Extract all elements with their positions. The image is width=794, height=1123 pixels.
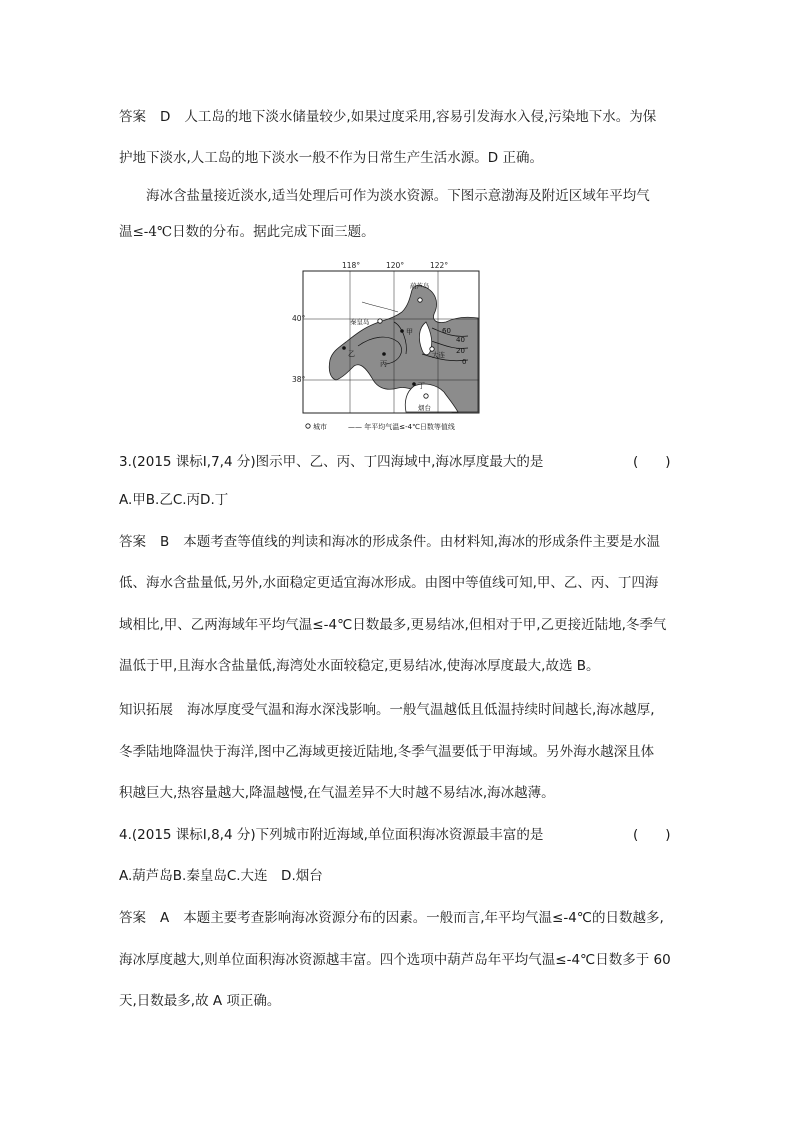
- q4-answer-line3: 天,日数最多,故 A 项正确。: [119, 993, 281, 1009]
- bohai-map-figure: [292, 261, 492, 436]
- knowledge-ext-line2: 冬季陆地降温快于海洋,图中乙海域更接近陆地,冬季气温要低于甲海域。另外海水越深且体: [119, 744, 655, 760]
- answer-text: 本题考查等值线的判读和海冰的形成条件。由材料知,海冰的形成条件主要是水温: [183, 534, 661, 550]
- q3-answer-line4: 温低于甲,且海水含盐量低,海湾处水面较稳定,更易结冰,使海冰厚度最大,故选 B。: [119, 658, 600, 674]
- area-dot: [400, 329, 404, 333]
- legend-line-label: —— 年平均气温≤-4℃日数等值线: [348, 423, 455, 431]
- isoline-value: 60: [442, 327, 451, 335]
- answer-choice: B: [160, 534, 170, 550]
- q3-answer-line1: [119, 532, 660, 552]
- q4-answer-line1: [119, 908, 664, 928]
- intro-line2: 温≤-4℃日数的分布。据此完成下面三题。: [119, 224, 375, 240]
- city-label-qinhuangdao: 秦皇岛: [350, 318, 370, 326]
- city-label-yantai: 烟台: [418, 404, 431, 412]
- q3-options: A.甲B.乙C.丙D.丁: [119, 492, 229, 508]
- area-dot: [382, 352, 386, 356]
- answer-label: 答案: [119, 910, 146, 926]
- answer-text: 人工岛的地下淡水储量较少,如果过度采用,容易引发海水入侵,污染地下水。为保: [184, 109, 657, 125]
- city-marker: [424, 394, 428, 398]
- legend-city-label: 城市: [313, 423, 327, 431]
- q4-answer-blank: ( ): [633, 827, 671, 843]
- area-label-yi: 乙: [348, 350, 355, 358]
- q2-answer-line1: [119, 107, 656, 127]
- q3-answer-line2: 低、海水含盐量低,另外,水面稳定更适宜海冰形成。由图中等值线可知,甲、乙、丙、丁四海: [119, 575, 659, 591]
- area-dot: [342, 346, 346, 350]
- answer-choice: D: [160, 109, 171, 125]
- legend-city-icon: [306, 424, 310, 428]
- q3-answer-line3: 域相比,甲、乙两海域年平均气温≤-4℃日数最多,更易结冰,但相对于甲,乙更接近陆地,冬季气: [119, 617, 667, 633]
- lat-label: 40°: [292, 314, 306, 323]
- q3-answer-blank: ( ): [633, 454, 671, 470]
- q2-answer-line2: 护地下淡水,人工岛的地下淡水一般不作为日常生产生活水源。D 正确。: [119, 150, 543, 166]
- city-label-dalian: 大连: [432, 351, 445, 359]
- lon-label: 118°: [342, 261, 361, 270]
- answer-choice: A: [160, 910, 170, 926]
- lon-label: 120°: [386, 261, 405, 270]
- answer-text: 本题主要考查影响海冰资源分布的因素。一般而言,年平均气温≤-4℃的日数越多,: [183, 910, 664, 926]
- q4-stem: 4.(2015 课标Ⅰ,8,4 分)下列城市附近海域,单位面积海冰资源最丰富的是: [119, 827, 544, 843]
- q4-options: A.葫芦岛B.秦皇岛C.大连 D.烟台: [119, 868, 323, 884]
- knowledge-ext-line1: [119, 700, 655, 720]
- knowledge-ext-line3: 积越巨大,热容量越大,降温越慢,在气温差异不大时越不易结冰,海冰越薄。: [119, 785, 555, 801]
- city-label-huludao: 葫芦岛: [410, 282, 430, 290]
- intro-line1: 海冰含盐量接近淡水,适当处理后可作为淡水资源。下图示意渤海及附近区域年平均气: [146, 188, 650, 204]
- bohai-map: [292, 261, 492, 436]
- isoline-value: 20: [456, 347, 465, 355]
- lat-label: 38°: [292, 375, 306, 384]
- knowledge-ext-label: 知识拓展: [119, 702, 173, 718]
- lon-label: 122°: [430, 261, 449, 270]
- city-marker: [418, 298, 422, 302]
- q4-answer-line2: 海冰厚度越大,则单位面积海冰资源越丰富。四个选项中葫芦岛年平均气温≤-4℃日数多于 60: [119, 952, 671, 968]
- city-marker: [378, 319, 382, 323]
- answer-label: 答案: [119, 534, 146, 550]
- answer-label: 答案: [119, 109, 146, 125]
- area-label-bing: 丙: [380, 360, 387, 368]
- knowledge-ext-text: 海冰厚度受气温和海水深浅影响。一般气温越低且低温持续时间越长,海冰越厚,: [187, 702, 655, 718]
- area-dot: [412, 382, 416, 386]
- area-label-ding: 丁: [418, 382, 425, 390]
- isoline-value: 40: [456, 336, 465, 344]
- area-label-jia: 甲: [406, 328, 413, 336]
- isoline-value: 0: [462, 358, 467, 366]
- q3-stem: 3.(2015 课标Ⅰ,7,4 分)图示甲、乙、丙、丁四海域中,海冰厚度最大的是: [119, 454, 544, 470]
